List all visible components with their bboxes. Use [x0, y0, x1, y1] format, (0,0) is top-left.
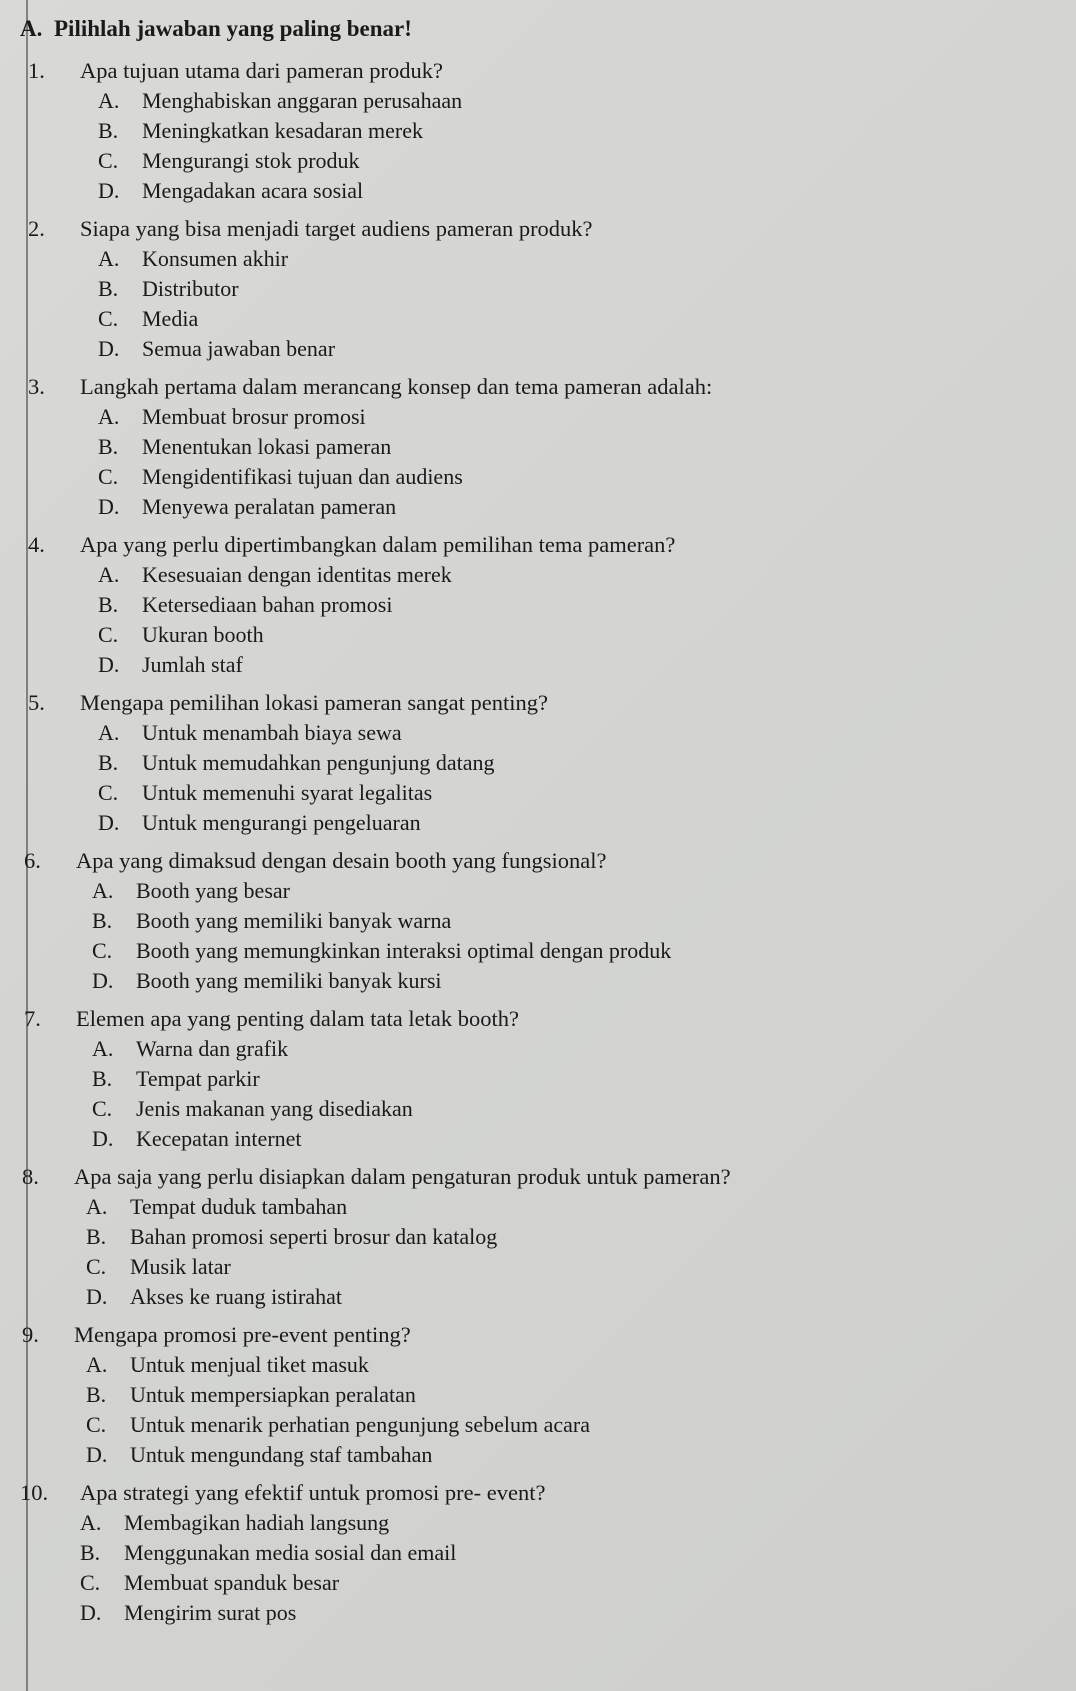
- option-letter: D.: [98, 810, 120, 835]
- question-text: Elemen apa yang penting dalam tata letak booth?: [76, 1006, 519, 1031]
- answer-option-a[interactable]: [98, 560, 1060, 590]
- question-7: [20, 1004, 1060, 1154]
- answer-option-a[interactable]: [86, 1192, 1060, 1222]
- answer-option-d[interactable]: [92, 1124, 1060, 1154]
- answer-option-d[interactable]: [98, 176, 1060, 206]
- question-8: [20, 1162, 1060, 1312]
- option-text: Jenis makanan yang disediakan: [136, 1096, 413, 1121]
- section-heading: [20, 14, 1060, 44]
- answer-option-a[interactable]: [92, 1034, 1060, 1064]
- option-text: Tempat duduk tambahan: [130, 1194, 348, 1219]
- answer-options: [20, 86, 1060, 206]
- answer-option-d[interactable]: [86, 1282, 1060, 1312]
- question-4: [20, 530, 1060, 680]
- option-letter: A.: [98, 246, 120, 271]
- option-text: Menyewa peralatan pameran: [142, 494, 397, 519]
- answer-option-d[interactable]: [86, 1440, 1060, 1470]
- answer-option-d[interactable]: [98, 334, 1060, 364]
- question-text: Mengapa pemilihan lokasi pameran sangat penting?: [80, 690, 548, 715]
- question-text: Apa yang dimaksud dengan desain booth yang fungsional?: [76, 848, 607, 873]
- answer-option-d[interactable]: [80, 1598, 1060, 1628]
- option-letter: A.: [92, 878, 114, 903]
- question-prompt: [20, 214, 1060, 244]
- question-6: [20, 846, 1060, 996]
- question-prompt: [20, 372, 1060, 402]
- option-text: Mengidentifikasi tujuan dan audiens: [142, 464, 463, 489]
- question-text: Apa saja yang perlu disiapkan dalam pengaturan produk untuk pameran?: [74, 1164, 731, 1189]
- option-letter: D.: [80, 1600, 102, 1625]
- option-letter: D.: [92, 968, 114, 993]
- answer-option-c[interactable]: [98, 778, 1060, 808]
- worksheet: [20, 14, 1060, 1636]
- option-letter: D.: [98, 652, 120, 677]
- option-text: Ketersediaan bahan promosi: [142, 592, 393, 617]
- option-text: Mengadakan acara sosial: [142, 178, 364, 203]
- option-letter: C.: [98, 306, 119, 331]
- question-number: 10.: [20, 1480, 49, 1505]
- option-text: Untuk mengurangi pengeluaran: [142, 810, 421, 835]
- answer-option-b[interactable]: [98, 748, 1060, 778]
- answer-options: [20, 1034, 1060, 1154]
- answer-options: [20, 402, 1060, 522]
- option-letter: B.: [98, 592, 119, 617]
- option-text: Untuk mengundang staf tambahan: [130, 1442, 433, 1467]
- question-list: [20, 56, 1060, 1628]
- question-text: Apa yang perlu dipertimbangkan dalam pemilihan tema pameran?: [80, 532, 676, 557]
- question-number: 3.: [28, 374, 45, 399]
- option-letter: A.: [98, 88, 120, 113]
- option-text: Untuk menarik perhatian pengunjung sebelum acara: [130, 1412, 591, 1437]
- question-text: Siapa yang bisa menjadi target audiens pameran produk?: [80, 216, 593, 241]
- answer-option-b[interactable]: [92, 1064, 1060, 1094]
- option-letter: A.: [86, 1194, 108, 1219]
- option-text: Konsumen akhir: [142, 246, 289, 271]
- option-letter: B.: [86, 1224, 107, 1249]
- question-text: Mengapa promosi pre-event penting?: [74, 1322, 411, 1347]
- option-text: Tempat parkir: [136, 1066, 260, 1091]
- answer-options: [20, 244, 1060, 364]
- answer-options: [20, 1350, 1060, 1470]
- option-text: Semua jawaban benar: [142, 336, 336, 361]
- option-text: Membuat spanduk besar: [124, 1570, 340, 1595]
- option-letter: A.: [86, 1352, 108, 1377]
- option-letter: D.: [86, 1442, 108, 1467]
- option-letter: B.: [98, 750, 119, 775]
- option-text: Mengirim surat pos: [124, 1600, 297, 1625]
- answer-option-b[interactable]: [92, 906, 1060, 936]
- answer-option-c[interactable]: [86, 1252, 1060, 1282]
- answer-option-c[interactable]: [92, 936, 1060, 966]
- question-number: 4.: [28, 532, 45, 557]
- answer-option-b[interactable]: [80, 1538, 1060, 1568]
- option-letter: A.: [98, 720, 120, 745]
- option-text: Untuk mempersiapkan peralatan: [130, 1382, 416, 1407]
- question-number: 9.: [22, 1322, 39, 1347]
- option-text: Booth yang memiliki banyak warna: [136, 908, 452, 933]
- question-1: [20, 56, 1060, 206]
- answer-option-c[interactable]: [98, 620, 1060, 650]
- option-text: Media: [142, 306, 199, 331]
- option-letter: B.: [98, 434, 119, 459]
- option-letter: A.: [98, 404, 120, 429]
- answer-option-d[interactable]: [98, 650, 1060, 680]
- option-text: Membuat brosur promosi: [142, 404, 366, 429]
- question-10: [20, 1478, 1060, 1628]
- question-prompt: [20, 1004, 1060, 1034]
- answer-option-c[interactable]: [98, 146, 1060, 176]
- option-text: Untuk menambah biaya sewa: [142, 720, 402, 745]
- answer-option-c[interactable]: [80, 1568, 1060, 1598]
- option-letter: B.: [92, 908, 113, 933]
- question-5: [20, 688, 1060, 838]
- option-letter: C.: [98, 464, 119, 489]
- answer-option-d[interactable]: [98, 808, 1060, 838]
- option-text: Akses ke ruang istirahat: [130, 1284, 342, 1309]
- option-text: Kecepatan internet: [136, 1126, 302, 1151]
- option-text: Booth yang besar: [136, 878, 290, 903]
- question-2: [20, 214, 1060, 364]
- question-prompt: [20, 1162, 1060, 1192]
- option-letter: B.: [98, 118, 119, 143]
- option-letter: A.: [80, 1510, 102, 1535]
- option-text: Booth yang memungkinkan interaksi optimal dengan produk: [136, 938, 672, 963]
- answer-option-d[interactable]: [92, 966, 1060, 996]
- question-3: [20, 372, 1060, 522]
- answer-options: [20, 1192, 1060, 1312]
- option-text: Meningkatkan kesadaran merek: [142, 118, 423, 143]
- answer-option-b[interactable]: [86, 1222, 1060, 1252]
- option-letter: B.: [92, 1066, 113, 1091]
- option-letter: C.: [92, 938, 113, 963]
- question-number: 7.: [24, 1006, 41, 1031]
- answer-option-a[interactable]: [86, 1350, 1060, 1380]
- answer-option-a[interactable]: [92, 876, 1060, 906]
- option-letter: C.: [80, 1570, 101, 1595]
- question-text: Apa tujuan utama dari pameran produk?: [80, 58, 443, 83]
- answer-options: [20, 560, 1060, 680]
- section-instruction: Pilihlah jawaban yang paling benar!: [54, 16, 412, 41]
- option-letter: C.: [86, 1254, 107, 1279]
- question-prompt: [20, 56, 1060, 86]
- answer-option-b[interactable]: [98, 432, 1060, 462]
- option-letter: C.: [92, 1096, 113, 1121]
- question-text: Apa strategi yang efektif untuk promosi pre- event?: [80, 1480, 546, 1505]
- option-letter: D.: [98, 178, 120, 203]
- option-text: Warna dan grafik: [136, 1036, 289, 1061]
- answer-option-a[interactable]: [98, 244, 1060, 274]
- answer-option-d[interactable]: [98, 492, 1060, 522]
- option-text: Mengurangi stok produk: [142, 148, 360, 173]
- question-number: 1.: [28, 58, 45, 83]
- option-text: Membagikan hadiah langsung: [124, 1510, 390, 1535]
- answer-options: [20, 718, 1060, 838]
- option-letter: C.: [86, 1412, 107, 1437]
- option-letter: D.: [98, 494, 120, 519]
- answer-option-c[interactable]: [92, 1094, 1060, 1124]
- answer-options: [20, 876, 1060, 996]
- answer-options: [20, 1508, 1060, 1628]
- question-9: [20, 1320, 1060, 1470]
- question-text: Langkah pertama dalam merancang konsep dan tema pameran adalah:: [80, 374, 713, 399]
- question-number: 5.: [28, 690, 45, 715]
- option-letter: A.: [92, 1036, 114, 1061]
- question-prompt: [20, 1478, 1060, 1508]
- option-letter: D.: [86, 1284, 108, 1309]
- question-prompt: [20, 530, 1060, 560]
- answer-option-a[interactable]: [80, 1508, 1060, 1538]
- option-text: Menggunakan media sosial dan email: [124, 1540, 457, 1565]
- answer-option-a[interactable]: [98, 718, 1060, 748]
- section-letter: A.: [20, 16, 43, 41]
- option-text: Kesesuaian dengan identitas merek: [142, 562, 452, 587]
- option-text: Jumlah staf: [142, 652, 243, 677]
- option-text: Untuk memudahkan pengunjung datang: [142, 750, 495, 775]
- option-text: Untuk memenuhi syarat legalitas: [142, 780, 433, 805]
- answer-option-c[interactable]: [98, 304, 1060, 334]
- option-letter: A.: [98, 562, 120, 587]
- question-prompt: [20, 846, 1060, 876]
- option-text: Untuk menjual tiket masuk: [130, 1352, 369, 1377]
- option-letter: C.: [98, 148, 119, 173]
- option-letter: C.: [98, 622, 119, 647]
- answer-option-b[interactable]: [98, 590, 1060, 620]
- answer-option-b[interactable]: [98, 116, 1060, 146]
- question-number: 2.: [28, 216, 45, 241]
- option-text: Booth yang memiliki banyak kursi: [136, 968, 442, 993]
- option-letter: B.: [98, 276, 119, 301]
- answer-option-a[interactable]: [98, 86, 1060, 116]
- option-letter: B.: [86, 1382, 107, 1407]
- answer-option-a[interactable]: [98, 402, 1060, 432]
- answer-option-c[interactable]: [86, 1410, 1060, 1440]
- question-prompt: [20, 1320, 1060, 1350]
- answer-option-b[interactable]: [86, 1380, 1060, 1410]
- question-number: 8.: [22, 1164, 39, 1189]
- option-text: Musik latar: [130, 1254, 231, 1279]
- option-letter: B.: [80, 1540, 101, 1565]
- question-prompt: [20, 688, 1060, 718]
- option-text: Ukuran booth: [142, 622, 264, 647]
- answer-option-b[interactable]: [98, 274, 1060, 304]
- option-letter: C.: [98, 780, 119, 805]
- option-text: Bahan promosi seperti brosur dan katalog: [130, 1224, 498, 1249]
- option-letter: D.: [98, 336, 120, 361]
- question-number: 6.: [24, 848, 41, 873]
- option-text: Distributor: [142, 276, 239, 301]
- option-text: Menentukan lokasi pameran: [142, 434, 392, 459]
- option-text: Menghabiskan anggaran perusahaan: [142, 88, 463, 113]
- option-letter: D.: [92, 1126, 114, 1151]
- answer-option-c[interactable]: [98, 462, 1060, 492]
